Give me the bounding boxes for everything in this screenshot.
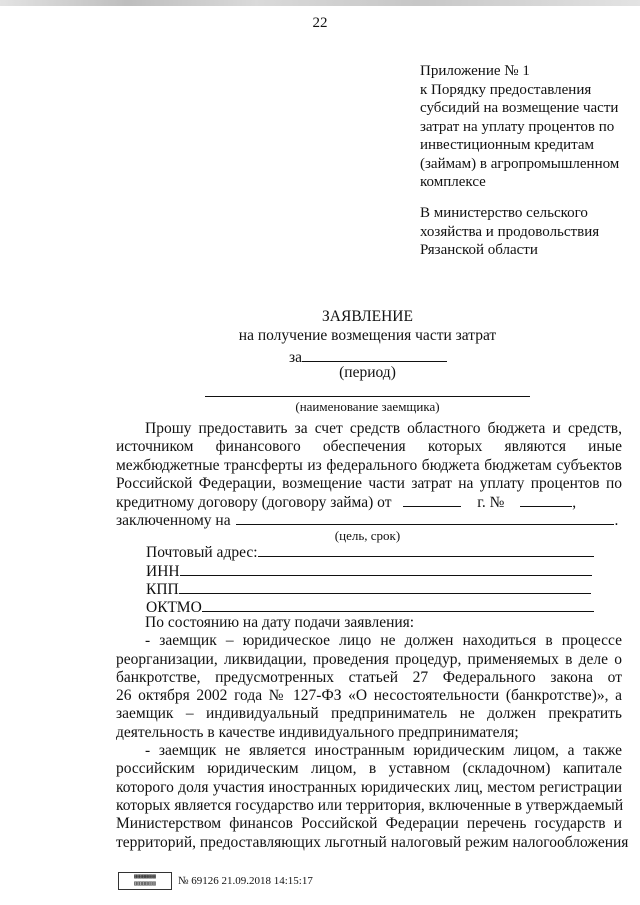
annex-line: комплексе <box>420 174 486 190</box>
annex-line: субсидий на возмещение части <box>420 100 619 116</box>
concluded-text: заключенному на <box>116 512 231 530</box>
contract-number-blank[interactable] <box>520 493 572 507</box>
condition-line: которого доля участия иностранных юридических лиц, местом регистрации <box>116 778 622 796</box>
page-number: 22 <box>312 15 328 31</box>
recipient-line: хозяйства и продовольствия <box>420 223 600 240</box>
condition-line: территорий, предоставляющих льготный налоговый режим налогообложения <box>116 833 629 851</box>
form-subtitle: на получение возмещения части затрат <box>238 327 497 344</box>
registry-stamp-icon: ▦▦▦▦▦▦ ▥▥▥▥▥▥ <box>118 872 172 890</box>
registration-info: № 69126 21.09.2018 14:15:17 <box>178 875 313 887</box>
registration-footer <box>118 872 313 890</box>
contract-date-blank[interactable] <box>403 493 461 507</box>
scan-edge <box>0 0 640 6</box>
annex-line: (займам) в агропромышленном <box>420 155 620 172</box>
inn-blank[interactable] <box>180 561 592 576</box>
kpp-row <box>146 579 591 599</box>
form-title: ЗАЯВЛЕНИЕ <box>322 308 413 325</box>
condition-line: заемщик – индивидуальный предприниматель не должен прекратить <box>116 705 622 723</box>
annex-line: инвестиционным кредитам <box>420 137 595 153</box>
annex-line: Приложение № 1 <box>420 63 530 79</box>
recipient-line: Рязанской области <box>420 242 538 258</box>
request-line: Российской Федерации, возмещение части затрат на уплату процентов по <box>116 474 622 492</box>
period-blank[interactable] <box>302 347 447 362</box>
condition-line: деятельность в качестве индивидуального предпринимателя; <box>116 723 519 741</box>
inn-row <box>146 561 592 581</box>
period-hint: (период) <box>339 364 396 381</box>
condition-line: которых является государство или территория, включенные в утверждаемый <box>116 796 624 814</box>
contract-number-label: г. № <box>477 494 505 512</box>
conditions-section <box>116 614 629 852</box>
annex-heading <box>420 62 619 192</box>
condition-line: банкротстве, предусмотренных статьей 27 Федерального закона от <box>116 668 622 686</box>
annex-line: к Порядку предоставления <box>420 81 592 98</box>
period-prefix: за <box>289 349 303 366</box>
recipient-line: В министерство сельского <box>420 205 588 221</box>
postal-address-blank[interactable] <box>258 542 594 557</box>
condition-line: - заемщик – юридическое лицо не должен находиться в процессе <box>145 632 622 650</box>
condition-line: 26 октября 2002 года № 127-ФЗ «О несостоятельности (банкротстве)», а <box>116 687 622 705</box>
postal-address-row <box>146 542 594 562</box>
request-line: межбюджетные трансферты из федерального бюджета бюджетам субъектов <box>116 456 622 474</box>
request-paragraph <box>116 420 622 530</box>
purpose-dot: . <box>614 512 619 530</box>
recipient-block <box>420 204 599 260</box>
request-line: Прошу предоставить за счет средств областного бюджета и средств, <box>145 420 622 437</box>
kpp-blank[interactable] <box>179 579 591 594</box>
condition-line: Министерством финансов Российской Федерации перечень государств и <box>116 815 622 833</box>
request-line <box>116 493 622 511</box>
contract-text: кредитному договору (договору займа) от <box>116 494 392 512</box>
kpp-label: КПП <box>146 581 179 598</box>
postal-address-label: Почтовый адрес: <box>146 544 258 561</box>
borrower-name-blank[interactable] <box>205 396 530 397</box>
conditions-intro: По состоянию на дату подачи заявления: <box>145 614 415 631</box>
condition-line: реорганизации, ликвидации, проведения процедур, применяемых в деле о <box>116 650 622 668</box>
purpose-blank[interactable] <box>236 511 614 525</box>
condition-line: - заемщик не является иностранным юридическим лицом, а также <box>145 742 622 760</box>
oktmo-blank[interactable] <box>202 597 594 612</box>
condition-line: российским юридическим лицом, в уставном (складочном) капитале <box>116 760 622 778</box>
request-line: источником финансового обеспечения которых являются иные <box>116 438 622 456</box>
purpose-hint: (цель, срок) <box>334 528 401 543</box>
borrower-hint: (наименование заемщика) <box>295 399 440 414</box>
oktmo-label: ОКТМО <box>146 599 202 616</box>
contract-comma: , <box>572 494 577 512</box>
inn-label: ИНН <box>146 563 180 580</box>
annex-line: затрат на уплату процентов по <box>420 118 615 135</box>
